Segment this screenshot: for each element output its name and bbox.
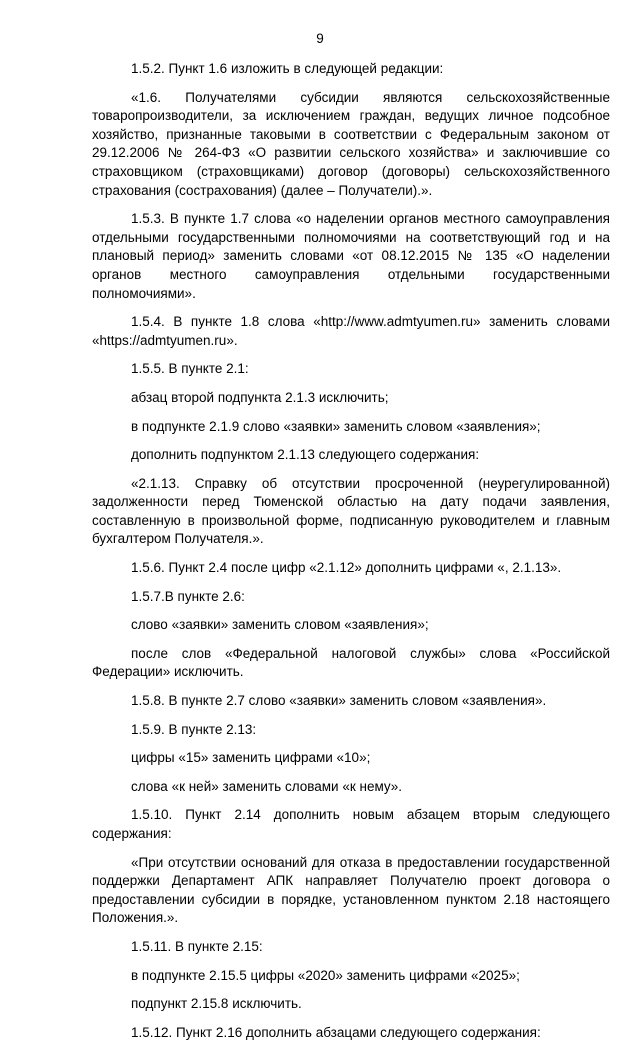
paragraph-1-5-5-item-2: в подпункте 2.1.9 слово «заявки» заменить словом «заявления»; bbox=[131, 418, 541, 434]
paragraph-quote-2-14: «При отсутствии оснований для отказа в предоставлении государственной поддержки Департамент АПК направляет Получателю проект договора о предоставлении субсидии в порядке, установленном пунктом 2.18 настоящего Положения.». bbox=[92, 854, 610, 926]
paragraph-quote-2-1-13: «2.1.13. Справку об отсутствии просроченной (неурегулированной) задолженности перед Тюменской областью на дату подачи заявления, составленную в произвольной форме, подписанную руководителем и главным бухгалтером Получателя.». bbox=[92, 475, 610, 547]
paragraph-1-5-11-item-1: в подпункте 2.15.5 цифры «2020» заменить цифрами «2025»; bbox=[131, 967, 520, 983]
paragraph-1-5-12: 1.5.12. Пункт 2.16 дополнить абзацами следующего содержания: bbox=[131, 1024, 541, 1040]
document-body bbox=[92, 60, 610, 1052]
paragraph-1-5-5-item-1: абзац второй подпункта 2.1.3 исключить; bbox=[131, 389, 389, 405]
paragraph-1-5-4: 1.5.4. В пункте 1.8 слова «http://www.admtyumen.ru» заменить словами «https://admtyumen.ru». bbox=[92, 314, 610, 348]
paragraph-1-5-9-item-1: цифры «15» заменить цифрами «10»; bbox=[131, 750, 371, 766]
paragraph-1-5-10: 1.5.10. Пункт 2.14 дополнить новым абзацем вторым следующего содержания: bbox=[92, 807, 610, 841]
paragraph-1-5-9-item-2: слова «к ней» заменить словами «к нему». bbox=[131, 778, 403, 794]
paragraph-1-5-7-item-2: после слов «Федеральной налоговой службы» слова «Российской Федерации» исключить. bbox=[92, 645, 610, 680]
paragraph-1-5-7-item-1: слово «заявки» заменить словом «заявления»; bbox=[131, 617, 429, 633]
paragraph-1-5-8: 1.5.8. В пункте 2.7 слово «заявки» заменить словом «заявления». bbox=[131, 693, 547, 709]
paragraph-1-5-5-item-3: дополнить подпунктом 2.1.13 следующего содержания: bbox=[131, 447, 480, 463]
paragraph-1-5-6: 1.5.6. Пункт 2.4 после цифр «2.1.12» дополнить цифрами «, 2.1.13». bbox=[131, 560, 562, 576]
paragraph-1-5-7: 1.5.7.В пункте 2.6: bbox=[131, 588, 245, 604]
paragraph-quote-1-6: «1.6. Получателями субсидии являются сельскохозяйственные товаропроизводители, за исключением граждан, ведущих личное подсобное хозяйство, признанные таковыми в соответствии с Федеральным законом от 29.12.2006 № 264-ФЗ «О развитии сельского хозяйства» и заключившие со страховщиком (страховщиками) договор (договоры) сельскохозяйственного страхования (сострахования) (далее – Получатели).». bbox=[92, 89, 610, 198]
paragraph-1-5-2: 1.5.2. Пункт 1.6 изложить в следующей редакции: bbox=[131, 61, 444, 76]
page-number: 9 bbox=[316, 31, 324, 46]
paragraph-1-5-5: 1.5.5. В пункте 2.1: bbox=[131, 361, 249, 377]
paragraph-1-5-3: 1.5.3. В пункте 1.7 слова «о наделении органов местного самоуправления отдельными государственными полномочиями на соответствующий год и на плановый период» заменить словами «от 08.12.2015 № 135 «О наделении органов местного самоуправления отдельными государственными полномочиями». bbox=[92, 211, 610, 301]
paragraph-1-5-11: 1.5.11. В пункте 2.15: bbox=[131, 938, 263, 954]
paragraph-1-5-9: 1.5.9. В пункте 2.13: bbox=[131, 721, 257, 737]
paragraph-1-5-11-item-2: подпункт 2.15.8 исключить. bbox=[131, 996, 302, 1012]
